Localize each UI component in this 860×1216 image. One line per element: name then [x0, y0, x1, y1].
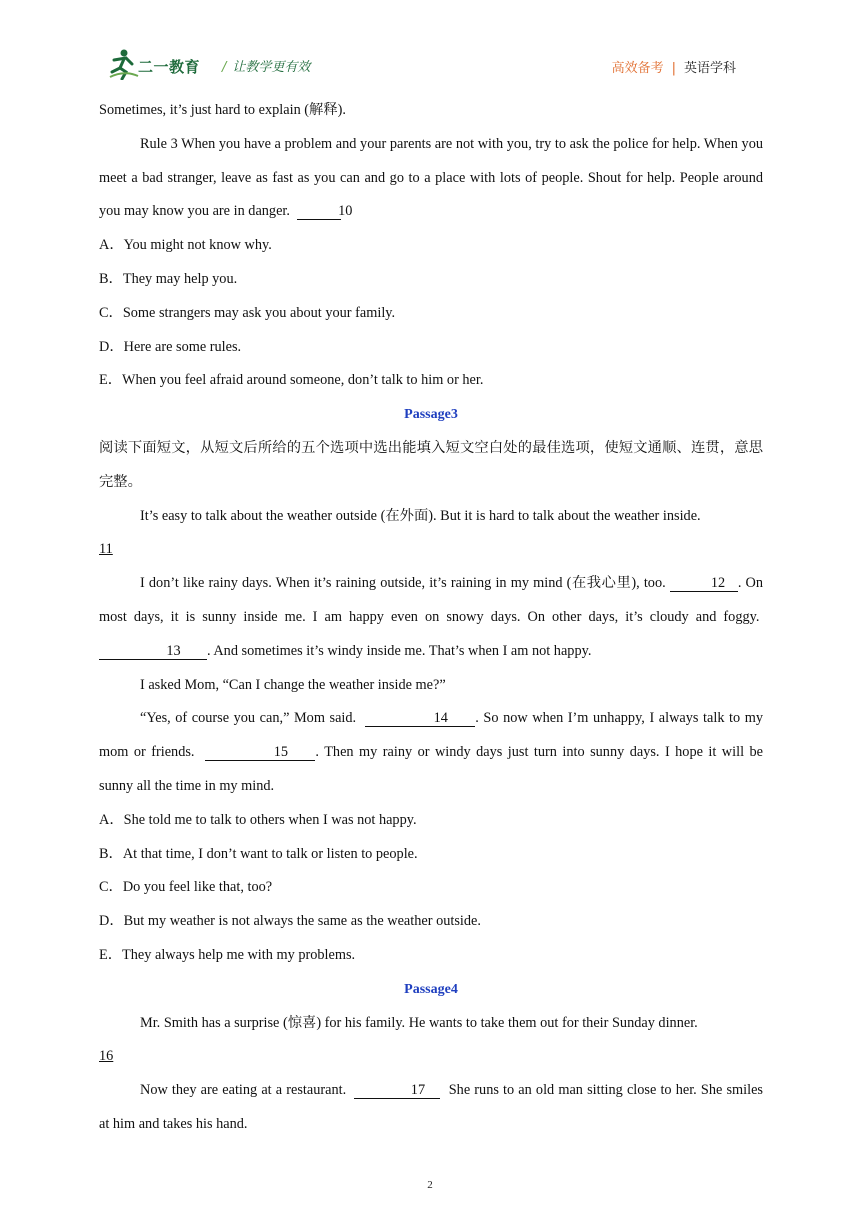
passage3-para1: It’s easy to talk about the weather outside (在外面). But it is hard to talk about the weather inside. 11	[99, 500, 763, 568]
passage4-para2: Now they are eating at a restaurant. 17 She runs to an old man sitting close to her. She smiles at him and takes his hand.	[99, 1082, 763, 1132]
blank-11: 11	[99, 541, 113, 558]
brand-name: 二一教育	[138, 58, 201, 76]
passage3-instructions: 阅读下面短文，从短文后所给的五个选项中选出能填入短文空白处的最佳选项，使短文通顺、连贯，意思完整。	[99, 439, 763, 490]
blank-17: 17	[354, 1083, 440, 1099]
blank-10: 10	[297, 204, 341, 220]
tag-exam-prep: 高效备考	[611, 61, 664, 76]
blank-16: 16	[99, 1048, 114, 1065]
text-line: Sometimes, it’s just hard to explain (解释).	[99, 102, 346, 118]
logo	[106, 48, 216, 80]
option-e: E．They always help me with my problems.	[99, 946, 356, 963]
document-body	[99, 94, 763, 1142]
option-e: E．When you feel afraid around someone, don’t talk to him or her.	[99, 372, 484, 389]
option-d: D．But my weather is not always the same as the weather outside.	[99, 913, 481, 930]
passage4-para1: Mr. Smith has a surprise (惊喜) for his family. He wants to take them out for their Sunday dinner. 16	[99, 1007, 763, 1075]
blank-13: 13	[99, 644, 207, 660]
runner-logo-icon	[106, 48, 140, 80]
passage3-para4: “Yes, of course you can,” Mom said. 14 . So now when I’m unhappy, I always talk to my mom or friends. 15 . Then my rainy or windy days just turn into sunny days. I hope it will be sunny all the time in my mind.	[99, 710, 764, 794]
passage3-title: Passage3	[404, 407, 458, 423]
passage3-para3: I asked Mom, “Can I change the weather inside me?”	[140, 676, 446, 693]
passage3-para2: I don’t like rainy days. When it’s raining outside, it’s raining in my mind (在我心里), too. 12 . On most days, it is sunny inside me. I am happy even on snowy days. On other days, it’s cloudy and foggy. 13 . And sometimes it’s windy inside me. That’s when I am not happy.	[99, 575, 764, 659]
page-number: 2	[427, 1179, 433, 1191]
option-c: C．Do you feel like that, too?	[99, 879, 273, 896]
slogan: / 让教学更有效	[222, 60, 311, 75]
passage4-title: Passage4	[404, 981, 458, 997]
header-tags: 高效备考 | 英语学科	[611, 61, 736, 76]
option-c: C．Some strangers may ask you about your family.	[99, 304, 396, 321]
tag-subject: 英语学科	[683, 61, 736, 76]
option-a: A．You might not know why.	[99, 237, 272, 254]
blank-15: 15	[205, 745, 315, 761]
blank-14: 14	[365, 711, 475, 727]
option-a: A．She told me to talk to others when I was not happy.	[99, 811, 417, 828]
blank-12: 12	[670, 576, 738, 592]
option-b: B．They may help you.	[99, 270, 238, 287]
option-d: D．Here are some rules.	[99, 338, 242, 355]
page-header	[100, 44, 760, 84]
rule-3-paragraph: Rule 3 When you have a problem and your parents are not with you, try to ask the police for help. When you meet a bad stranger, leave as fast as you can and go to a place with lots of people. Shout for help. People around you may know you are in danger. 10	[99, 135, 763, 220]
option-b: B．At that time, I don’t want to talk or listen to people.	[99, 845, 418, 862]
